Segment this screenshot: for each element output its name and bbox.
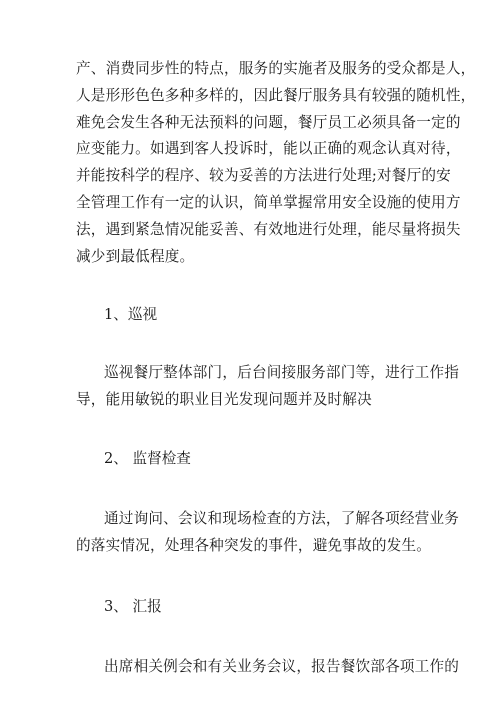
text-line: 难免会发生各种无法预料的问题，餐厅员工必须具备一定的 [76,113,461,131]
section-paragraph-report [76,654,460,681]
section-paragraph-patrol [76,360,460,414]
text-line: 减少到最低程度。 [76,247,195,265]
text-line: 应变能力。如遇到客人投诉时，能以正确的观念认真对待， [76,140,461,158]
text-line: 导，能用敏锐的职业目光发现问题并及时解决 [76,391,372,409]
text-line: 并能按科学的程序、较为妥善的方法进行处理;对餐厅的安 [76,167,451,185]
document-page [76,56,476,680]
section-heading-patrol: 1、巡视 [104,306,158,324]
text-line: 法，遇到紧急情况能妥善、有效地进行处理，能尽量将损失 [76,220,461,238]
section-heading-report: 3、 汇报 [104,597,162,615]
text-line: 巡视餐厅整体部门，后台间接服务部门等，进行工作指 [104,364,460,382]
intro-paragraph [76,56,476,270]
text-line: 出席相关例会和有关业务会议，报告餐饮部各项工作的 [104,657,460,675]
text-line: 的落实情况，处理各种突发的事件，避免事故的发生。 [76,536,432,554]
text-line: 人是形形色色多种多样的，因此餐厅服务具有较强的随机性， [76,86,476,104]
section-heading-inspection: 2、 监督检查 [104,449,191,467]
text-line: 产、消费同步性的特点，服务的实施者及服务的受众都是人， [76,60,476,77]
section-paragraph-inspection [76,506,460,560]
text-line: 通过询问、会议和现场检查的方法，了解各项经营业务 [104,509,460,527]
text-line: 全管理工作有一定的认识，简单掌握常用安全设施的使用方 [76,193,461,211]
